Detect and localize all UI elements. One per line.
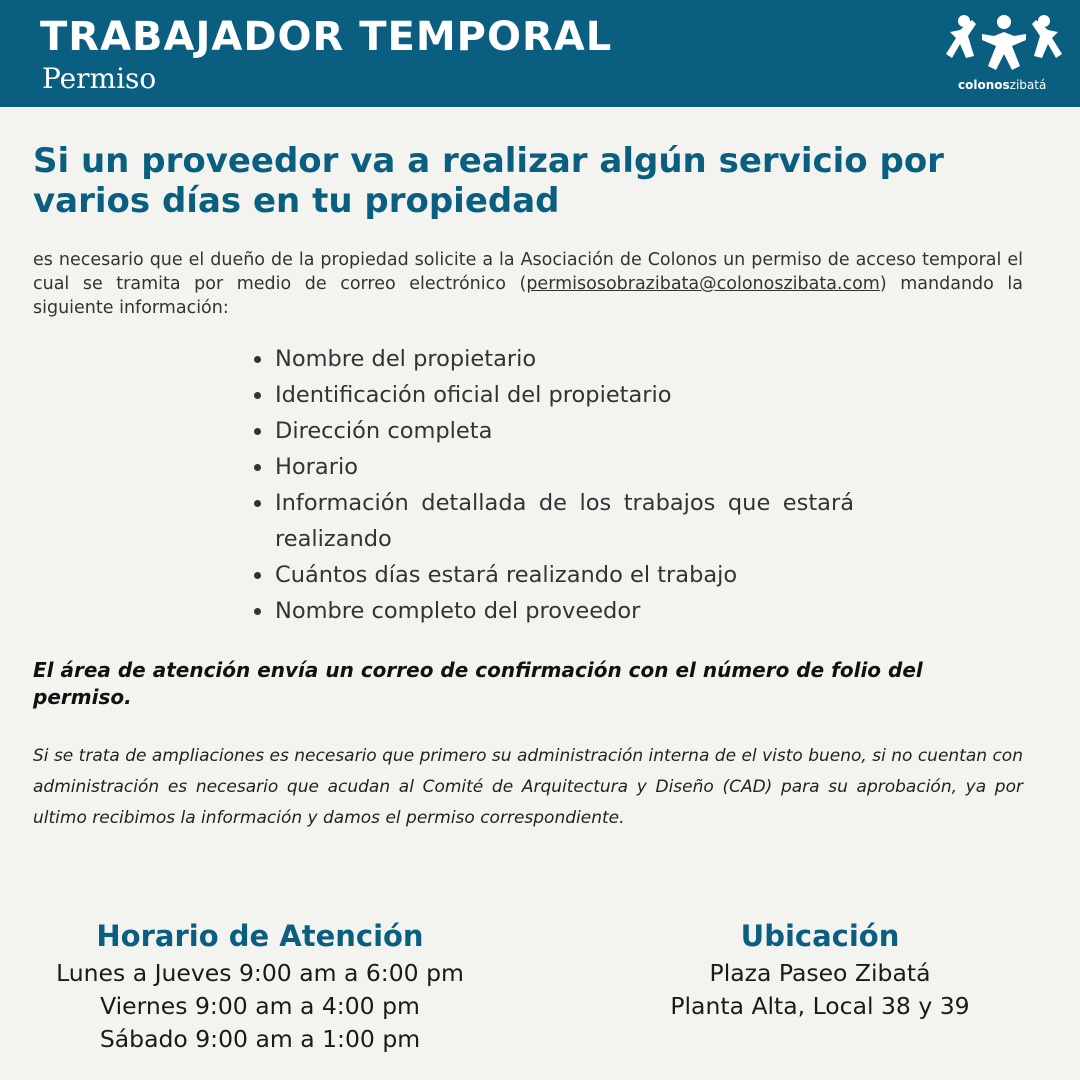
list-item: Dirección completa — [250, 413, 854, 449]
list-item: Cuántos días estará realizando el trabajo — [250, 557, 854, 593]
page-subtitle: Permiso — [42, 62, 157, 95]
logo-text-bold: colonos — [958, 78, 1010, 92]
list-item: Horario — [250, 449, 854, 485]
colonos-logo — [940, 12, 1070, 98]
hours-line: Sábado 9:00 am a 1:00 pm — [99, 1025, 421, 1053]
extensions-note: Si se trata de ampliaciones es necesario que primero su administración interna de el visto bueno, si no cuentan con administración es necesario que acudan al Comité de Arquitectura y Diseño (CAD) para su aprobación, ya por ultimo recibimos la información y damos el permiso correspondiente. — [33, 746, 1023, 828]
people-figures-icon — [946, 12, 1062, 74]
email-link[interactable]: permisosobrazibata@colonoszibata.com — [526, 274, 880, 294]
location-title: Ubicación — [740, 919, 900, 953]
list-item: Nombre completo del proveedor — [250, 593, 854, 629]
list-item: Identificación oficial del propietario — [250, 377, 854, 413]
headline: Si un proveedor va a realizar algún servicio por varios días en tu propiedad — [33, 141, 944, 221]
list-item: Información detallada de los trabajos que estará realizando — [250, 485, 854, 557]
hours-title: Horario de Atención — [96, 919, 424, 953]
logo-text — [958, 78, 1046, 92]
logo-text-light: zibatá — [1009, 78, 1047, 92]
location-line: Plaza Paseo Zibatá — [709, 959, 931, 987]
list-item: Nombre del propietario — [250, 341, 854, 377]
intro-text-before: es necesario que el dueño de la propiedad solicite a la Asociación de Colonos un permiso de acceso temporal el cual se tramita por medio de correo electrónico ( — [33, 250, 1023, 294]
intro-text-after: ) mandando la siguiente información: — [33, 274, 1023, 318]
location-line: Planta Alta, Local 38 y 39 — [670, 992, 970, 1020]
requirements-list — [250, 341, 854, 629]
hours-line: Viernes 9:00 am a 4:00 pm — [100, 992, 420, 1020]
confirmation-text: El área de atención envía un correo de confirmación con el número de folio del permiso. — [33, 658, 923, 709]
hours-line: Lunes a Jueves 9:00 am a 6:00 pm — [56, 959, 464, 987]
header-banner — [0, 0, 1080, 107]
page-title: TRABAJADOR TEMPORAL — [40, 14, 613, 60]
intro-paragraph — [33, 248, 1023, 320]
hours-section — [20, 915, 500, 1056]
location-section — [610, 915, 1030, 1023]
